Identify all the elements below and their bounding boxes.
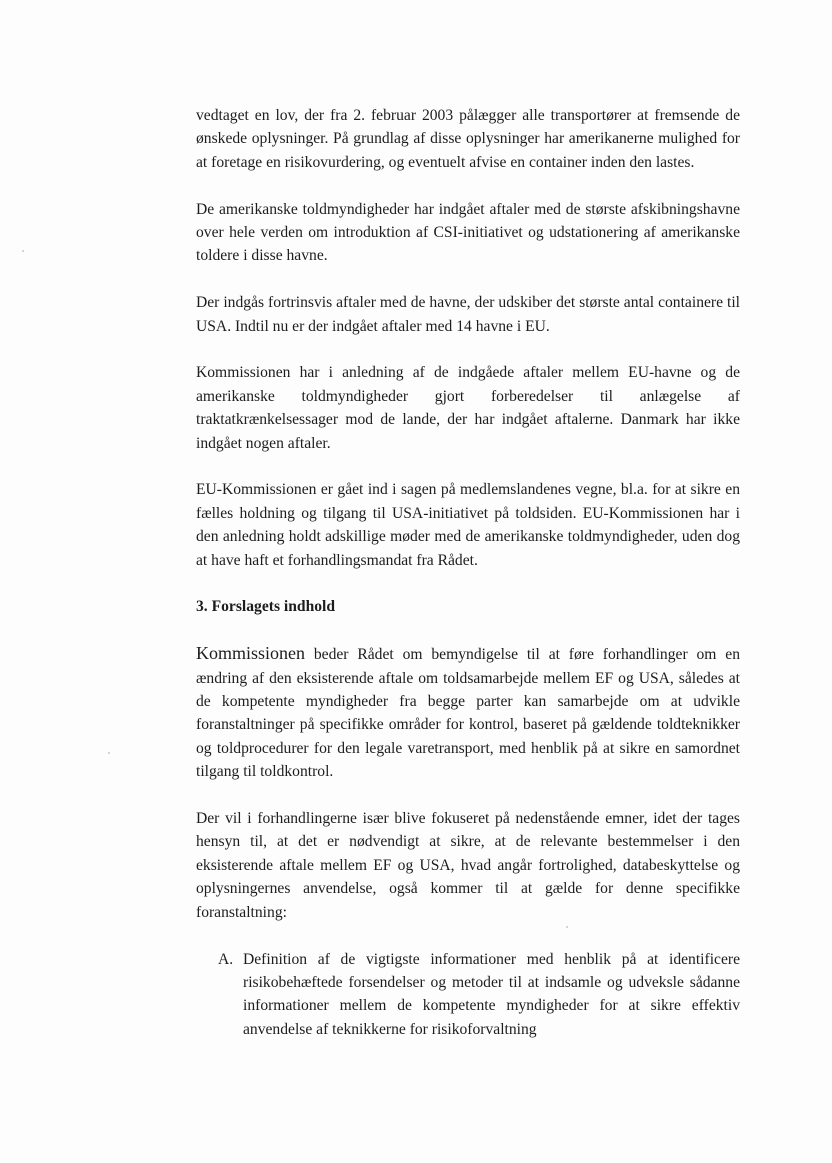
topic-list xyxy=(196,948,740,1042)
list-item-text: Definition af de vigtigste informationer med henblik på at identificere risikobehæftede forsendelser og metoder til at indsamle og udveksle sådanne informationer mellem de kompetente myndigheder for at sikre effektiv anvendelse af teknikkerne for risikoforvaltning xyxy=(243,950,740,1038)
scan-speck xyxy=(108,752,110,754)
paragraph-1: vedtaget en lov, der fra 2. februar 2003 pålægger alle transportører at fremsende de ønskede oplysninger. På grundlag af disse oplysninger har amerikanerne mulighed for at foretage en risikovurdering, og eventuelt afvise en container inden den lastes. xyxy=(196,107,740,171)
section-paragraph-2: Der vil i forhandlingerne især blive fokuseret på nedenstående emner, idet der tages hensyn til, at det er nødvendigt at sikre, at de relevante bestemmelser i den eksisterende aftale mellem EF og USA, hvad angår fortrolighed, databeskyttelse og oplysningernes anvendelse, også kommer til at gælde for denne specifikke foranstaltning: xyxy=(196,810,740,921)
list-item-marker: A. xyxy=(218,950,234,968)
paragraph-3: Der indgås fortrinsvis aftaler med de havne, der udskiber det største antal containere til USA. Indtil nu er der indgået aftaler med 14 havne i EU. xyxy=(196,294,740,335)
section-paragraph-1-text: beder Rådet om bemyndigelse til at føre forhandlinger om en ændring af den eksisterende aftale om toldsamarbejde mellem EF og USA, således at de kompetente myndigheder fra begge parter kan samarbejde om at udvikle foranstaltninger på specifikke områder for kontrol, baseret på gældende toldteknikker og toldprocedurer for den legale varetransport, med henblik på at sikre en samordnet tilgang til toldkontrol. xyxy=(196,646,740,781)
section-lead-word: Kommissionen xyxy=(196,643,306,664)
scan-speck xyxy=(566,926,568,928)
paragraph-2: De amerikanske toldmyndigheder har indgået aftaler med de største afskibningshavne over hele verden om introduktion af CSI-initiativet og udstationering af amerikanske toldere i disse havne. xyxy=(196,200,740,265)
list-item xyxy=(196,948,740,1042)
scan-speck xyxy=(22,250,24,252)
document-body xyxy=(196,104,740,1041)
section-paragraph-1 xyxy=(196,642,740,783)
paragraph-4: Kommissionen har i anledning af de indgåede aftaler mellem EU-havne og de amerikanske toldmyndigheder gjort forberedelser til anlægelse af traktatkrænkelsessager mod de lande, der har indgået aftalerne. Danmark har ikke indgået nogen aftaler. xyxy=(196,364,740,452)
section-heading: 3. Forslagets indhold xyxy=(196,598,336,616)
paragraph-5: EU-Kommissionen er gået ind i sagen på medlemslandenes vegne, bl.a. for at sikre en fælles holdning og tilgang til USA-initiativet på toldsiden. EU-Kommissionen har i den anledning holdt adskillige møder med de amerikanske toldmyndigheder, uden dog at have haft et forhandlingsmandat fra Rådet. xyxy=(196,481,740,569)
